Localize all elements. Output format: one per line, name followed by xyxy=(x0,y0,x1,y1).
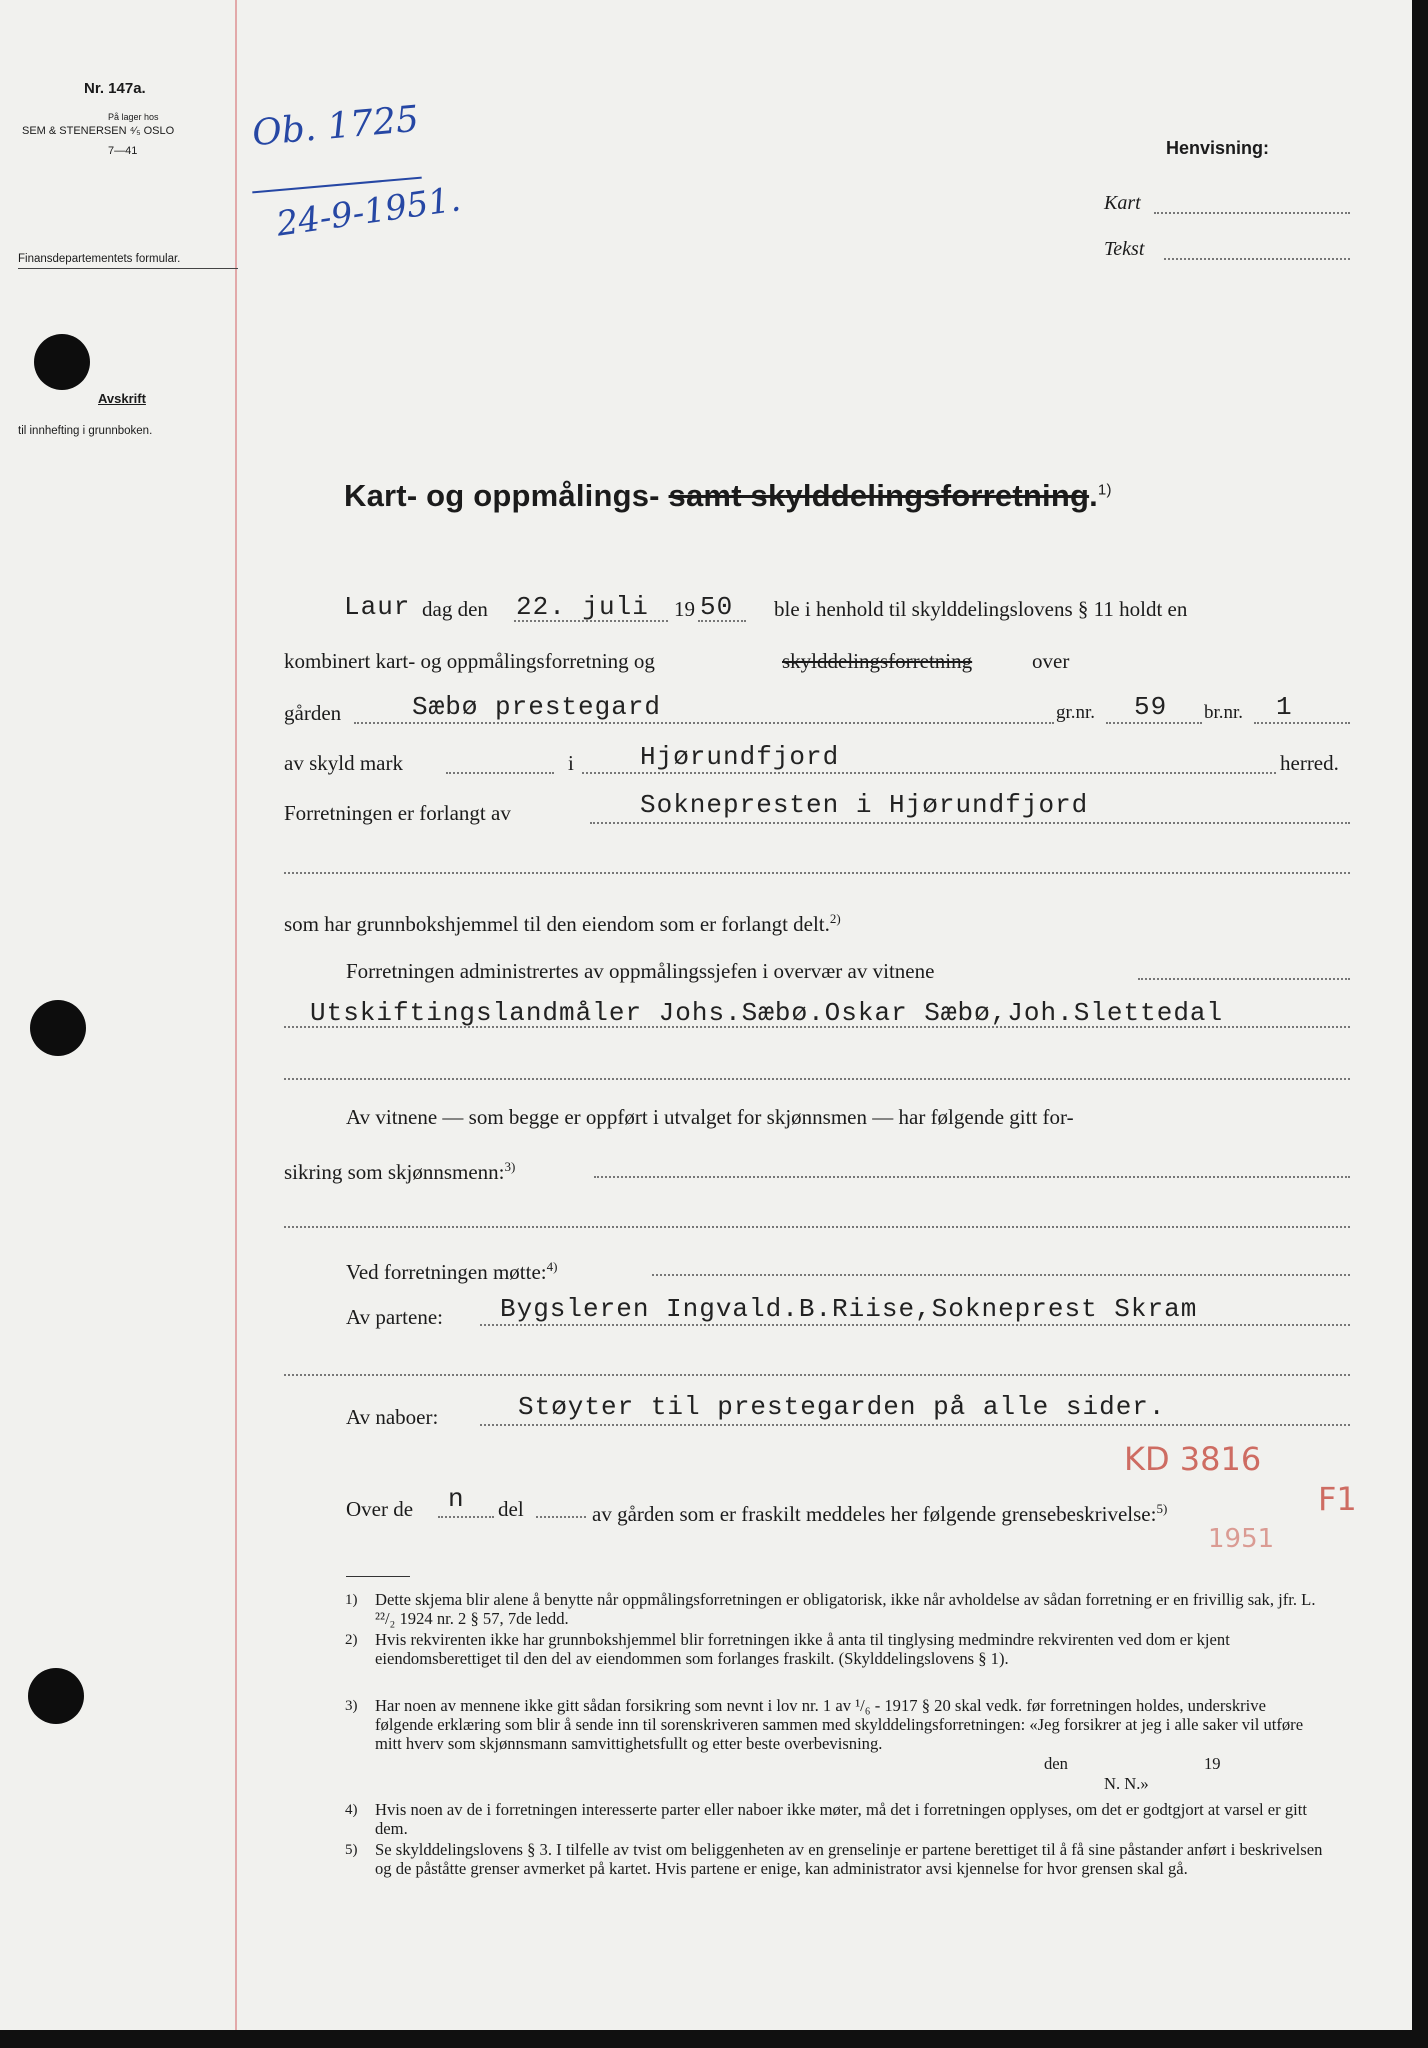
document-title xyxy=(344,478,1112,514)
copy-subtitle: til innhefting i grunnboken. xyxy=(18,425,153,437)
garden-value: Sæbø prestegard xyxy=(412,692,662,722)
admin-line: Forretningen administrertes av oppmålingssjefen i overvær av vitnene xyxy=(346,959,935,983)
garden-label: gården xyxy=(284,701,342,725)
title-period: . xyxy=(1089,478,1098,513)
kart-label: Kart xyxy=(1104,192,1141,214)
requested-field xyxy=(590,822,1350,824)
footnote-5-mark: 5) xyxy=(345,1842,358,1858)
kart-field xyxy=(1154,212,1350,214)
footnote-2-text: Hvis rekvirenten ikke har grunnbokshjemmel blir forretningen ikke å anta til tinglysing medmindre rekvirenten ved dom er kjent eiendomsberettiget til den del av eiendommen som forlanges fraskilt. (Skylddelingslovens § 1). xyxy=(375,1630,1230,1668)
brnr-field xyxy=(1254,722,1350,724)
skyld-field xyxy=(446,772,554,774)
motte-field xyxy=(652,1274,1350,1276)
over-label: Over de xyxy=(346,1497,414,1521)
grense-line xyxy=(592,1496,1167,1527)
naboer-value: Støyter til prestegarden på alle sider. xyxy=(518,1392,1166,1422)
year-value: 50 xyxy=(700,592,734,622)
del-field xyxy=(536,1516,586,1518)
footnote-2-mark: 2) xyxy=(345,1632,358,1648)
grnr-value: 59 xyxy=(1134,692,1168,722)
naboer-field xyxy=(480,1424,1350,1426)
requested-label: Forretningen er forlangt av xyxy=(284,801,511,825)
vitner-line2-text: sikring som skjønnsmenn: xyxy=(284,1160,505,1184)
footnote-1-text: Dette skjema blir alene å benytte når oppmålingsforretningen er obligatorisk, ikke når avholdelse av sådan forretning er en frivillig sak, jfr. L. ²²/₂ 1924 nr. 2 § 57, 7de ledd. xyxy=(375,1590,1316,1628)
form-owner-rule xyxy=(18,268,238,269)
brnr-label: br.nr. xyxy=(1204,702,1244,723)
reference-heading: Henvisning: xyxy=(1166,138,1270,158)
garden-field xyxy=(354,722,1054,724)
margin-rule xyxy=(235,0,237,2030)
title-part1: Kart- og oppmålings- xyxy=(344,478,660,513)
line2-text: kombinert kart- og oppmålingsforretning og xyxy=(284,649,655,673)
grunnbok-text: som har grunnbokshjemmel til den eiendom som er forlangt delt. xyxy=(284,912,830,936)
partene-label: Av partene: xyxy=(346,1305,443,1329)
vitner-field-2 xyxy=(284,1226,1350,1228)
grnr-field xyxy=(1106,722,1202,724)
punch-hole-bottom xyxy=(28,1668,84,1724)
motte-label: Ved forretningen møtte: xyxy=(346,1260,547,1284)
stamp-year: 1951 xyxy=(1208,1524,1275,1554)
witnesses-field xyxy=(284,1026,1350,1028)
footnote-3-text: Har noen av mennene ikke gitt sådan forsikring som nevnt i lov nr. 1 av ¹/₆ - 1917 § 20 skal vedk. før forretningen holdes, underskrive følgende erklæring som blir å sende inn til sorenskriveren sammen med skylddelingsforretningen: «Jeg forsikrer at jeg i alle saker vil utføre mitt hverv som skjønnsmann samvittighetsfullt og etter beste overbevisning. xyxy=(375,1696,1304,1753)
grunnbok-mark: 2) xyxy=(829,911,841,926)
print-code: 7—41 xyxy=(108,145,138,157)
requested-value: Soknepresten i Hjørundfjord xyxy=(640,790,1089,820)
grunnbok-line xyxy=(284,906,841,937)
admin-field xyxy=(1138,978,1350,980)
form-number: Nr. 147a. xyxy=(84,80,146,97)
vitner-mark: 3) xyxy=(504,1159,516,1174)
vitner-line2 xyxy=(284,1154,515,1185)
day-prefix: Laur xyxy=(344,592,411,622)
line1-dag-den: dag den xyxy=(422,597,488,621)
date-field xyxy=(514,620,668,622)
motte-mark: 4) xyxy=(546,1259,558,1274)
copy-label: Avskrift xyxy=(98,391,146,406)
line2-over: over xyxy=(1032,649,1070,673)
footnote-3-year: 19 xyxy=(1204,1754,1221,1773)
stamp-suffix: F1 xyxy=(1318,1480,1357,1518)
year-prefix: 19 xyxy=(674,597,695,621)
witnesses-value: Utskiftingslandmåler Johs.Sæbø.Oskar Sæbø,Joh.Slettedal xyxy=(310,998,1224,1028)
over-value: n xyxy=(448,1484,465,1514)
grnr-label: gr.nr. xyxy=(1056,702,1096,723)
herred-field xyxy=(582,772,1276,774)
line1-text: ble i henhold til skylddelingslovens § 11 holdt en xyxy=(774,597,1188,621)
grense-mark: 5) xyxy=(1156,1501,1168,1516)
footnote-1-mark: 1) xyxy=(345,1592,358,1608)
herred-value: Hjørundfjord xyxy=(640,742,840,772)
witnesses-field-2 xyxy=(284,1078,1350,1080)
line2-struck: skylddelingsforretning xyxy=(782,649,973,673)
footnote-3-mark: 3) xyxy=(345,1698,358,1714)
handwritten-date: 24-9-1951. xyxy=(274,179,464,245)
tekst-field xyxy=(1164,258,1350,260)
partene-field-2 xyxy=(284,1374,1350,1376)
vitner-line1: Av vitnene — som begge er oppført i utvalget for skjønnsmen — har følgende gitt for- xyxy=(346,1105,1074,1129)
publisher-line2: SEM & STENERSEN ⁴⁄₅ OSLO xyxy=(22,125,175,137)
brnr-value: 1 xyxy=(1276,692,1293,722)
publisher-line1: På lager hos xyxy=(108,112,159,122)
naboer-label: Av naboer: xyxy=(346,1405,439,1429)
footnote-5-text: Se skylddelingslovens § 3. I tilfelle av tvist om beliggenheten av en grenselinje er partene berettiget til å få sine påstander anført i beskrivelsen og de påståtte grenser avmerket på kartet. Hvis partene er enige, kan administrator avsi kjennelse for hvor grensen skal gå. xyxy=(375,1840,1323,1878)
stamp-code: KD 3816 xyxy=(1124,1440,1262,1478)
grense-text: av gården som er fraskilt meddeles her følgende grensebeskrivelse: xyxy=(592,1502,1157,1526)
footnote-4-mark: 4) xyxy=(345,1802,358,1818)
title-footnote-mark: 1) xyxy=(1097,481,1112,499)
requested-field-2 xyxy=(284,872,1350,874)
partene-value: Bygsleren Ingvald.B.Riise,Sokneprest Skram xyxy=(500,1294,1198,1324)
footnote-3-den: den xyxy=(1044,1754,1068,1773)
date-value: 22. juli xyxy=(516,592,649,622)
footnote-separator xyxy=(346,1576,410,1577)
partene-field xyxy=(480,1324,1350,1326)
footnote-4-text: Hvis noen av de i forretningen interesserte parter eller naboer ikke møter, må det i forretningen opplyses, om det er godtgjort at varsel er gitt dem. xyxy=(375,1800,1307,1838)
skyld-label: av skyld mark xyxy=(284,751,403,775)
footnote-3-nn: N. N.» xyxy=(1104,1774,1149,1793)
del-label: del xyxy=(498,1497,524,1521)
over-field xyxy=(438,1516,494,1518)
handwritten-doc-number: Ob. 1725 xyxy=(250,98,421,155)
herred-label: herred. xyxy=(1280,751,1339,775)
form-owner: Finansdepartementets formular. xyxy=(18,253,181,265)
i-label: i xyxy=(568,751,574,775)
motte-line xyxy=(346,1254,557,1285)
vitner-field xyxy=(594,1176,1350,1178)
title-struck-part: samt skylddelingsforretning xyxy=(668,478,1090,513)
punch-hole-middle xyxy=(30,1000,86,1056)
year-field xyxy=(698,620,746,622)
tekst-label: Tekst xyxy=(1104,238,1145,260)
punch-hole-top xyxy=(34,334,90,390)
